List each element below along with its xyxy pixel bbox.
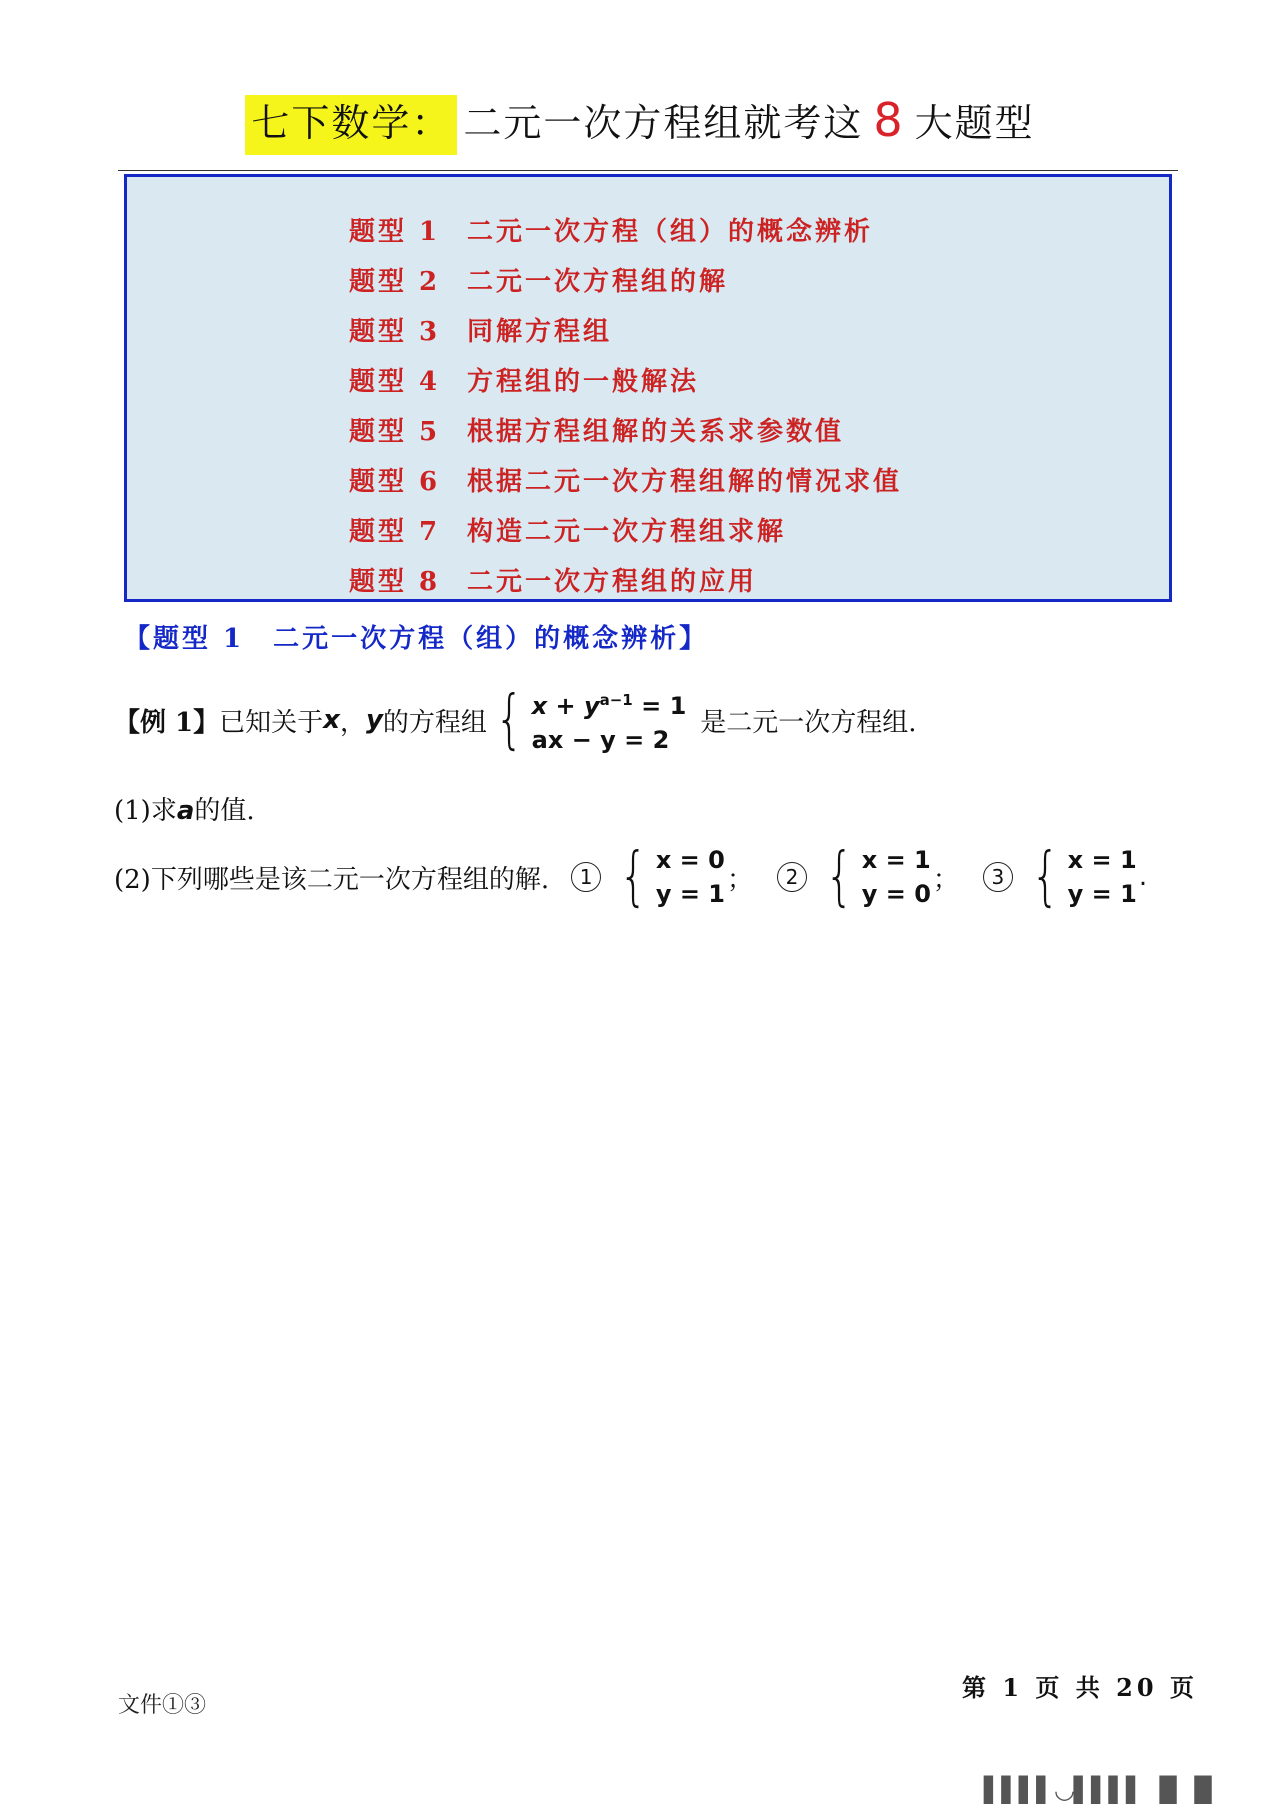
solution-x: x = 0 [655, 846, 725, 874]
left-brace-icon: { [1031, 840, 1060, 914]
toc-item-text: 二元一次方程组的解 [467, 267, 729, 297]
toc-item-number: 题型 6 [349, 467, 441, 497]
document-title [0, 92, 1280, 147]
toc-item [349, 461, 902, 498]
solution-y: y = 1 [1067, 880, 1137, 908]
toc-item-text: 同解方程组 [467, 317, 613, 347]
equation-1: $x + y^{a-1} = 1$ [531, 691, 687, 720]
toc-item [349, 411, 844, 448]
example-text-after: 是二元一次方程组. [700, 707, 917, 738]
toc-item-number: 题型 3 [349, 317, 441, 347]
example-text-before: 已知关于 [219, 707, 324, 738]
toc-item [349, 261, 728, 298]
section-heading: 【题型 1 二元一次方程（组）的概念辨析】 [124, 624, 709, 654]
example-label: 【例 1】 [114, 707, 220, 738]
toc-item-text: 根据方程组解的关系求参数值 [467, 417, 845, 447]
toc-item [349, 511, 786, 548]
toc-item-number: 题型 1 [349, 217, 441, 247]
solution-option [656, 843, 725, 911]
toc-item-text: 二元一次方程组的应用 [467, 567, 758, 597]
equation-system [532, 683, 687, 757]
left-brace-icon: { [495, 683, 524, 757]
var-a: a [176, 796, 195, 826]
equation-2: ax − y = 2 [531, 726, 670, 754]
toc-item [349, 211, 873, 248]
toc-item-number: 题型 2 [349, 267, 441, 297]
question-2 [114, 840, 1149, 914]
toc-item-text: 方程组的一般解法 [467, 367, 700, 397]
left-brace-icon: { [825, 840, 854, 914]
separator: ； [932, 864, 959, 895]
title-highlight: 七下数学： [245, 95, 457, 155]
var-y: y [365, 705, 383, 735]
option-marker: 3 [983, 862, 1013, 892]
page-number: 第 1 页 共 20 页 [962, 1673, 1198, 1702]
toc-box [124, 174, 1172, 602]
separator: . [1138, 862, 1148, 892]
comma: ， [339, 707, 366, 738]
toc-item [349, 311, 612, 348]
title-suffix: 大题型 [914, 101, 1035, 145]
solution-option [1068, 843, 1137, 911]
var-x: x [323, 705, 340, 735]
separator: ； [727, 864, 754, 895]
example-1 [114, 683, 917, 757]
toc-item-text: 二元一次方程（组）的概念辨析 [467, 217, 874, 247]
solution-x: x = 1 [861, 846, 931, 874]
watermark-logo: ▌▌▌▌◡▌▌▌▌ ▐▌▐▌ [984, 1776, 1221, 1804]
option-marker: 2 [777, 862, 807, 892]
example-text-mid: 的方程组 [382, 707, 487, 738]
exponent: a−1 [599, 691, 633, 709]
solution-y: y = 0 [861, 880, 931, 908]
toc-item [349, 361, 699, 398]
toc-item-number: 题型 4 [349, 367, 441, 397]
toc-item-number: 题型 7 [349, 517, 441, 547]
solution-y: y = 1 [655, 880, 725, 908]
solution-option [862, 843, 931, 911]
option-marker: 1 [571, 862, 601, 892]
question-1: (1)求a的值. [114, 796, 255, 826]
toc-item [349, 561, 757, 598]
toc-item-text: 构造二元一次方程组求解 [467, 517, 787, 547]
file-label: 文件①③ [118, 1693, 207, 1718]
toc-item-number: 题型 5 [349, 417, 441, 447]
toc-item-number: 题型 8 [349, 567, 441, 597]
title-main: 二元一次方程组就考这 [463, 101, 864, 145]
title-number: 8 [873, 93, 905, 147]
solution-x: x = 1 [1067, 846, 1137, 874]
title-divider [118, 170, 1178, 171]
question-2-text: (2)下列哪些是该二元一次方程组的解. [114, 864, 550, 895]
left-brace-icon: { [619, 840, 648, 914]
toc-item-text: 根据二元一次方程组解的情况求值 [467, 467, 903, 497]
